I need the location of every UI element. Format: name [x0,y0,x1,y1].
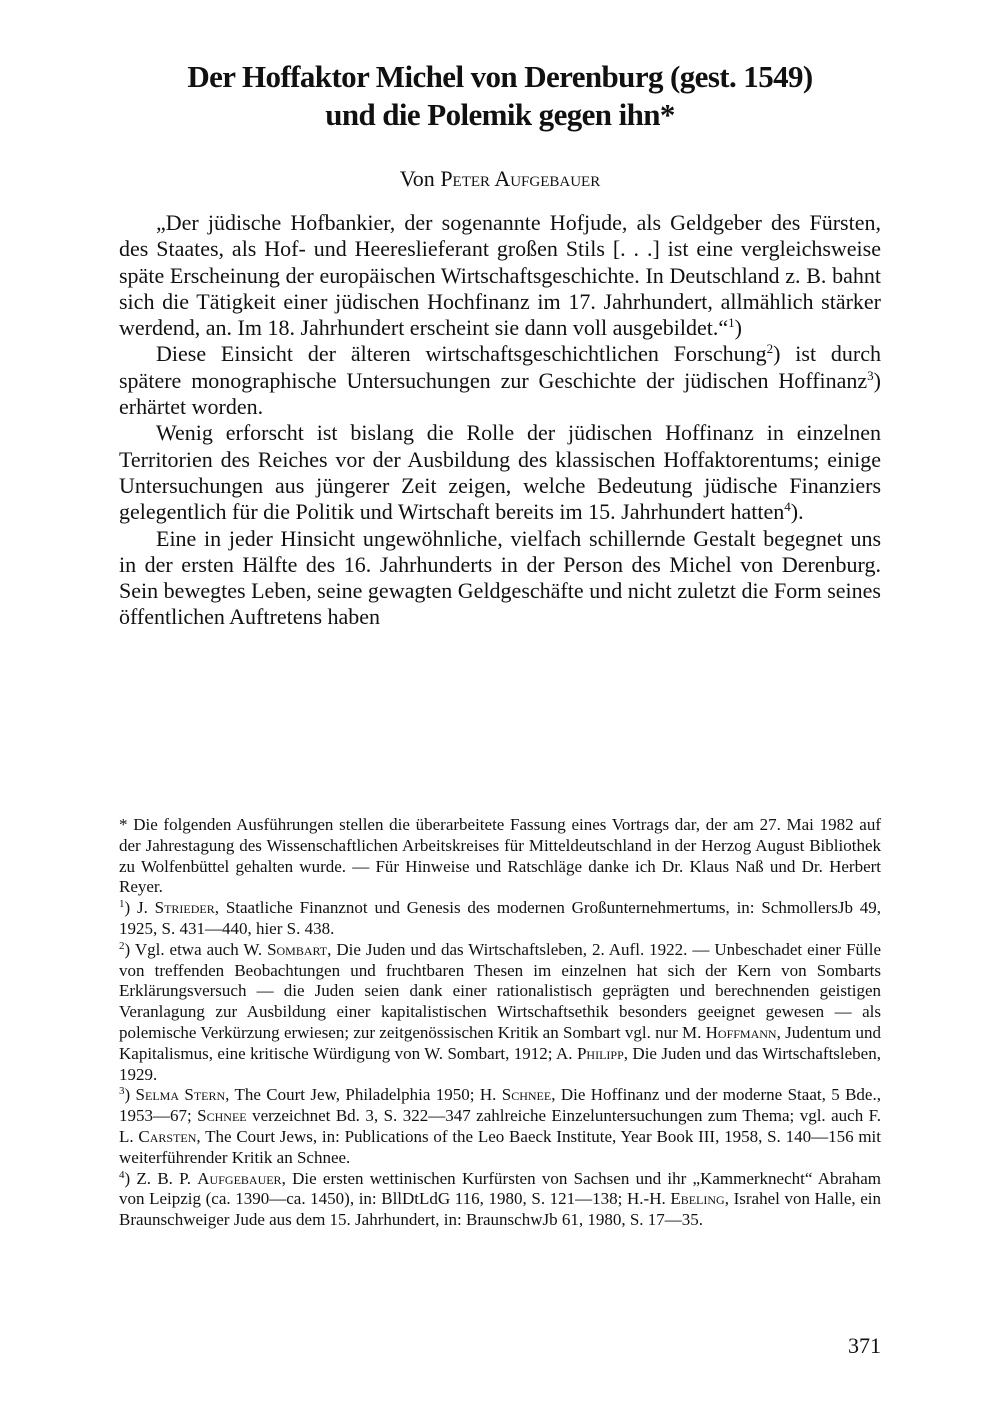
footnote-2-text-2: , Judentum und Kapitalismus, eine kritische Würdigung von W. Sombart, 1912; A. [119,1022,881,1063]
footnote-1 [119,898,881,940]
footnote-3-text-1: , The Court Jew, Philadelphia 1950; H. [225,1085,502,1105]
footnote-3-number: 3 [119,1085,125,1098]
paragraph-2-text-b: ) ist durch spätere monographische Untersuchungen zur Geschichte der jüdischen Hoffinanz [119,341,881,393]
footnote-2-number: 2 [119,939,125,952]
footnote-ref-1: 1 [728,315,735,331]
footnote-2-text-1: , Die Juden und das Wirtschaftsleben, 2. Aufl. 1922. — Unbeschadet einer Fülle von treffenden Beobachtungen und fruchtbaren Thesen im einzelnen hat sich der Kern von Sombarts Erklärungsversuch — die Juden seien dank einer rationalistisch geprägten und berechnenden geistigen Veranlagung zur Ausbildung einer kapitalistischen Wirtschaftsethik besonders geeignet gewesen — als polemische Verkürzung erwiesen; zur zeitgenössischen Kritik an Sombart vgl. nur M. [119,939,881,1042]
body-text [119,210,881,631]
footnote-3-author-2: Schnee [501,1085,552,1105]
article-title [118,58,882,134]
paragraph-2-text-c: ) erhärtet worden. [119,367,881,420]
footnote-3-author-4: Carsten [138,1126,197,1146]
footnote-1-author: Strieder [154,898,215,918]
footnote-3-author-1: Selma Stern [135,1085,226,1105]
paragraph-3-text-a: Wenig erforscht ist bislang die Rolle der jüdischen Hoffinanz in einzelnen Territorien des Reiches vor der Ausbildung des klassischen Hoffaktorentums; einige Untersuchungen aus jüngerer Zeit zeigen, welche Bedeutung jüdische Finanziers gelegentlich für die Politik und Wirtschaft bereits im 15. Jahrhundert hatten [119,420,881,525]
paragraph-2 [119,341,881,420]
paragraph-4: Eine in jeder Hinsicht ungewöhnliche, vielfach schillernde Gestalt begegnet uns in der ersten Hälfte des 16. Jahrhunderts in der Person des Michel von Derenburg. Sein bewegtes Leben, seine gewagten Geldgeschäfte und nicht zuletzt die Form seines öffentlichen Auftretens haben [119,525,881,630]
paragraph-1 [119,210,881,341]
paragraph-1-close: ) [734,315,742,341]
footnotes [119,815,881,1231]
footnote-ref-4: 4 [784,499,791,515]
footnote-3-author-3: Schnee [197,1106,247,1126]
paragraph-2-text-a: Diese Einsicht der älteren wirtschaftsgeschichtlichen Forschung [156,341,767,367]
footnote-3-prefix: ) [124,1085,136,1105]
quote-text: „Der jüdische Hofbankier, der sogenannte Hofjude, als Geldgeber des Fürsten, des Staates, als Hof- und Heereslieferant großen Stils [. . .] ist eine vergleichsweise späte Erscheinung der europäischen Wirtschaftsgeschichte. In Deutschland z. B. bahnt sich die Tätigkeit einer jüdischen Hochfinanz im 17. Jahrhundert, allmählich stärker werdend, an. Im 18. Jahrhundert erscheint sie dann voll ausgebildet.“ [119,210,881,341]
footnote-4-number: 4 [119,1168,125,1181]
footnote-1-prefix: ) J. [124,898,155,918]
author-prefix: Von [399,166,441,191]
footnote-3-text-4: , The Court Jews, in: Publications of the Leo Baeck Institute, Year Book III, 1958, S. 140—156 mit weiterführender Kritik an Schnee. [119,1126,881,1167]
footnote-4-author-1: Aufgebauer [197,1168,282,1188]
footnote-2-text-3: , Die Juden und das Wirtschaftsleben, 1929. [119,1043,881,1084]
footnote-3 [119,1085,881,1168]
footnote-4-author-2: Ebeling [670,1189,725,1209]
page-number: 371 [848,1333,881,1358]
title-line-2: und die Polemik gegen ihn* [325,97,675,132]
footnote-4-prefix: ) Z. B. P. [124,1168,198,1188]
title-line-1: Der Hoffaktor Michel von Derenburg (gest. 1549) [187,59,813,94]
footnote-star: * Die folgenden Ausführungen stellen die überarbeitete Fassung eines Vortrags dar, der am 27. Mai 1982 auf der Jahrestagung des Wissenschaftlichen Arbeitskreises für Mitteldeutschland in der Herzog August Bibliothek zu Wolfenbüttel gehalten wurde. — Für Hinweise und Ratschläge danke ich Dr. Klaus Naß und Dr. Herbert Reyer. [119,815,881,897]
footnote-3-text-3: verzeichnet Bd. 3, S. 322—347 zahlreiche Einzeluntersuchungen zum Thema; vgl. auch F. L. [119,1106,881,1146]
footnote-1-text: , Staatliche Finanznot und Genesis des modernen Großunternehmertums, in: SchmollersJb 49, 1925, S. 431—440, hier S. 438. [119,898,881,938]
paragraph-3 [119,420,881,525]
footnote-ref-2: 2 [766,341,774,357]
footnote-2-author-1: Sombart [267,939,328,959]
footnote-4-text-1: , Die ersten wettinischen Kurfürsten von Sachsen und ihr „Kammerknecht“ Abraham von Leipzig (ca. 1390—ca. 1450), in: BllDtLdG 116, 1980, S. 121—138; H.-H. [119,1168,881,1209]
footnote-2 [119,940,881,1086]
footnote-2-prefix: ) Vgl. etwa auch W. [124,939,268,959]
footnote-3-text-2: , Die Hoffinanz und der moderne Staat, 5 Bde., 1953—67; [119,1085,881,1126]
footnote-2-author-2: Hoffmann [705,1022,777,1042]
footnote-1-number: 1 [119,898,125,911]
footnote-2-author-3: Philipp [576,1043,624,1063]
footnote-ref-3: 3 [867,367,874,383]
author-byline [118,166,882,192]
footnote-4 [119,1169,881,1231]
paragraph-3-text-b: ). [790,499,804,525]
author-name: Peter Aufgebauer [440,166,601,191]
footnote-4-text-2: , Israhel von Halle, ein Braunschweiger Jude aus dem 15. Jahrhundert, in: BraunschwJb 61, 1980, S. 17—35. [119,1189,881,1230]
